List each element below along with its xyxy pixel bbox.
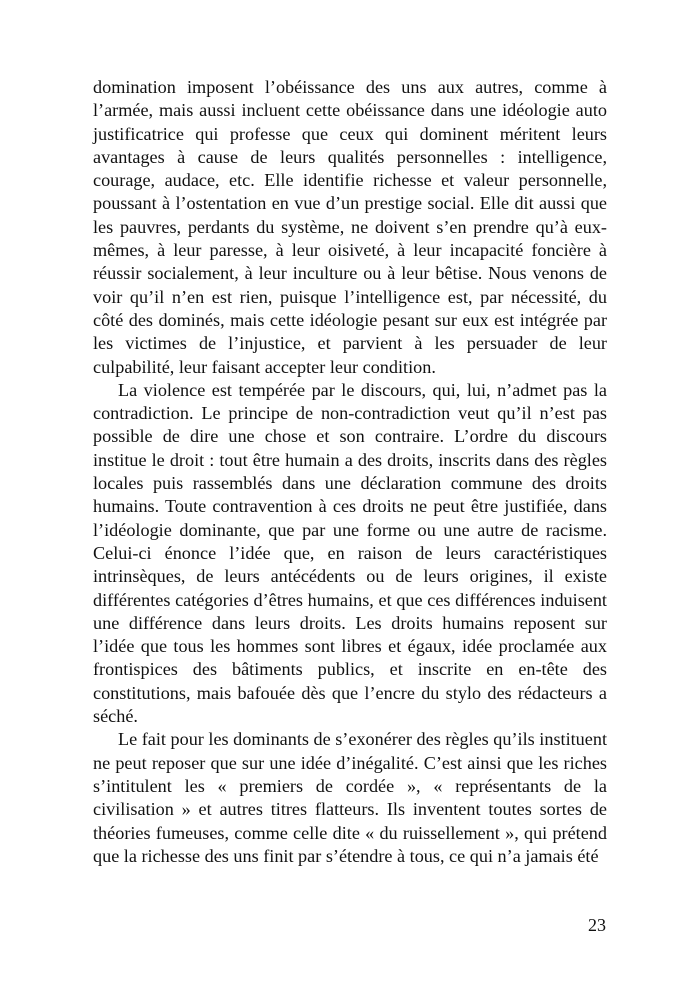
paragraph-2: La violence est tempérée par le discours, qui, lui, n’admet pas la contradiction. Le principe de non-contradiction veut qu’il n’est pas possible de dire une chose et son contraire. L’ordre du discours institue le droit : tout être humain a des droits, inscrits dans des règles locales puis rassemblés dans une déclaration commune des droits humains. Toute contravention à ces droits ne peut être justifiée, dans l’idéologie dominante, que par une forme ou une autre de racisme. Celui-ci énonce l’idée que, en raison de leurs caractéristiques intrinsèques, de leurs antécédents ou de leurs origines, il existe différentes catégories d’êtres humains, et que ces différences induisent une différence dans leurs droits. Les droits humains reposent sur l’idée que tous les hommes sont libres et égaux, idée proclamée aux frontispices des bâtiments publics, et inscrite en en-tête des constitutions, mais bafouée dès que l’encre du stylo des rédacteurs a séché.: [93, 379, 607, 727]
paragraph-3: Le fait pour les dominants de s’exonérer des règles qu’ils instituent ne peut reposer que sur une idée d’inégalité. C’est ainsi que les riches s’intitulent les « premiers de cordée », « représentants de la civilisation » et autres titres flatteurs. Ils inventent toutes sortes de théories fumeuses, comme celle dite « du ruissellement », qui prétend que la richesse des uns finit par s’étendre à tous, ce qui n’a jamais été: [93, 729, 607, 866]
page-body: [93, 76, 607, 868]
paragraph-1: domination imposent l’obéissance des uns aux autres, comme à l’armée, mais aussi incluent cette obéissance dans une idéologie auto justificatrice qui professe que ceux qui dominent méritent leurs avantages à cause de leurs qualités personnelles : intelligence, courage, audace, etc. Elle identifie richesse et valeur personnelle, poussant à l’ostentation en vue d’un prestige social. Elle dit aussi que les pauvres, perdants du système, ne doivent s’en prendre qu’à eux-mêmes, à leur paresse, à leur oisiveté, à leur incapacité foncière à réussir socialement, à leur inculture ou à leur bêtise. Nous venons de voir qu’il n’en est rien, puisque l’intelligence est, par nécessité, du côté des dominés, mais cette idéologie pesant sur eux est intégrée par les victimes de l’injustice, et parvient à les persuader de leur culpabilité, leur faisant accepter leur condition.: [93, 77, 607, 377]
page-number: 23: [588, 915, 606, 935]
